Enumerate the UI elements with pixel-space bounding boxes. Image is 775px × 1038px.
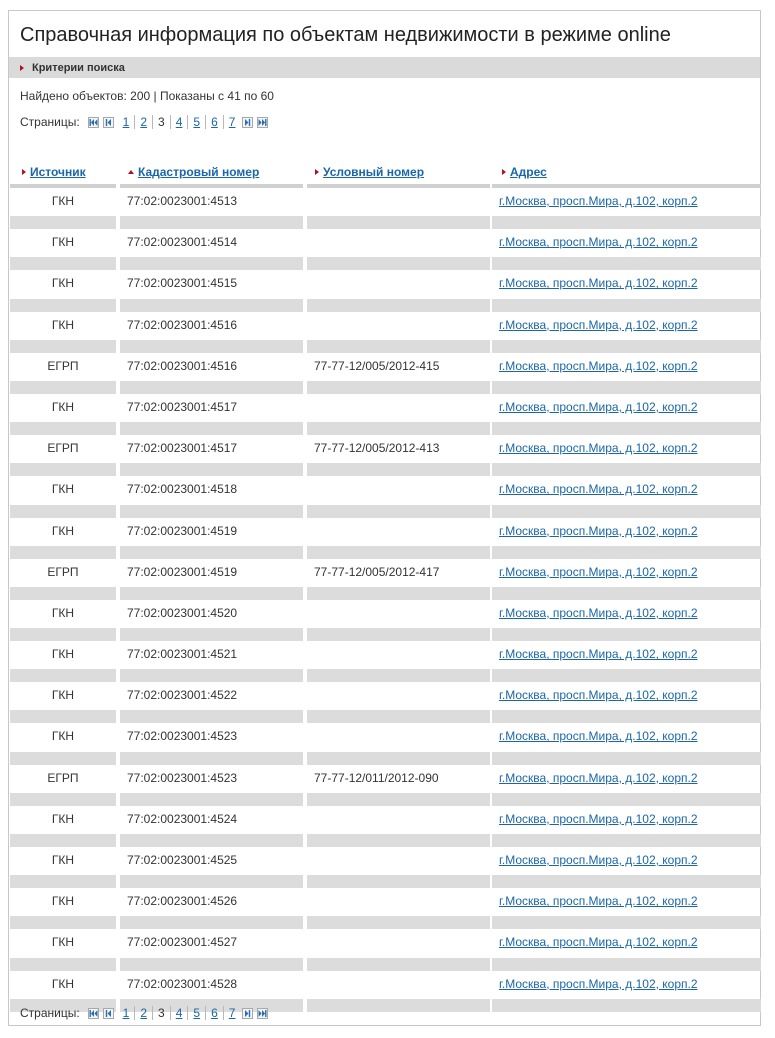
row-separator-segment (492, 793, 761, 806)
row-separator-segment (120, 546, 303, 559)
row-separator-segment (492, 422, 761, 435)
current-page: 3 (158, 1006, 165, 1020)
cell-address-link[interactable]: г.Москва, просп.Мира, д.102, корп.2 (499, 523, 698, 538)
row-separator-segment (307, 463, 490, 476)
cell-conditional-number: 77-77-12/005/2012-413 (314, 441, 440, 456)
row-separator (10, 463, 761, 476)
cell-conditional-number: 77-77-12/005/2012-417 (314, 564, 440, 579)
row-separator-segment (492, 752, 761, 765)
table-row (10, 518, 761, 559)
page-link[interactable]: 4 (175, 1006, 183, 1020)
page-link[interactable]: 7 (228, 115, 236, 129)
column-header-source (10, 160, 116, 188)
cell-address-link[interactable]: г.Москва, просп.Мира, д.102, корп.2 (499, 853, 698, 867)
first-page-icon (89, 1010, 98, 1017)
row-separator-segment (492, 340, 761, 353)
cell-cadastral-number: 77:02:0023001:4520 (127, 605, 238, 620)
row-separator-segment (492, 669, 761, 682)
table-row (10, 765, 761, 806)
cell-source: ГКН (51, 235, 75, 250)
page-link[interactable]: 6 (211, 1006, 218, 1020)
cell-cadastral-number: 77:02:0023001:4523 (127, 729, 238, 744)
prev-page-icon (105, 119, 112, 126)
page-link[interactable]: 7 (228, 1006, 236, 1020)
cell-address-link[interactable]: г.Москва, просп.Мира, д.102, корп.2 (499, 935, 698, 950)
cell-source: ГКН (51, 976, 75, 991)
sort-arrow-icon (502, 169, 506, 175)
table-row (10, 806, 761, 847)
row-separator-segment (492, 834, 761, 847)
row-separator-segment (307, 422, 490, 435)
row-separator-segment (492, 628, 761, 641)
table-row (10, 476, 761, 517)
table-row (10, 188, 761, 229)
row-separator-segment (307, 381, 490, 394)
cell-source: ГКН (51, 605, 75, 620)
cell-address-link[interactable]: г.Москва, просп.Мира, д.102, корп.2 (499, 235, 698, 250)
page-link[interactable]: 5 (193, 115, 201, 129)
search-criteria-label: Критерии поиска (32, 61, 125, 74)
row-separator-segment (492, 710, 761, 723)
cell-source: ЕГРП (47, 770, 79, 785)
row-separator-segment (120, 669, 303, 682)
row-separator-segment (10, 834, 116, 847)
sort-by-cadastral-link[interactable]: Кадастровый номер (138, 165, 260, 179)
prev-page-button[interactable] (103, 117, 114, 128)
cell-address-link[interactable]: г.Москва, просп.Мира, д.102, корп.2 (499, 441, 698, 456)
row-separator-segment (307, 669, 490, 682)
results-summary: Найдено объектов: 200 | Показаны с 41 по 60 (20, 89, 274, 103)
table-row (10, 682, 761, 723)
cell-cadastral-number: 77:02:0023001:4522 (127, 688, 238, 703)
page-link[interactable]: 2 (140, 115, 148, 129)
row-separator-segment (10, 628, 116, 641)
row-separator (10, 216, 761, 229)
row-separator-segment (10, 587, 116, 600)
cell-address-link[interactable]: г.Москва, просп.Мира, д.102, корп.2 (499, 688, 698, 703)
row-separator-segment (120, 216, 303, 229)
table-row (10, 435, 761, 476)
row-separator-segment (10, 381, 116, 394)
cell-cadastral-number: 77:02:0023001:4516 (127, 358, 238, 373)
row-separator-segment (10, 257, 116, 270)
row-separator-segment (10, 752, 116, 765)
column-header-address (492, 160, 761, 188)
cell-source: ЕГРП (47, 358, 79, 373)
row-separator-segment (307, 834, 490, 847)
row-separator-segment (120, 834, 303, 847)
page-link[interactable]: 5 (193, 1006, 201, 1020)
row-separator-segment (492, 999, 761, 1012)
row-separator-segment (120, 257, 303, 270)
row-separator-segment (307, 628, 490, 641)
row-separator (10, 340, 761, 353)
last-page-button[interactable] (257, 1008, 268, 1019)
row-separator-segment (10, 546, 116, 559)
row-separator (10, 916, 761, 929)
row-separator-segment (307, 710, 490, 723)
row-separator-segment (120, 587, 303, 600)
row-separator (10, 793, 761, 806)
row-separator (10, 628, 761, 641)
table-row (10, 229, 761, 270)
cell-source: ГКН (51, 935, 75, 950)
row-separator-segment (10, 422, 116, 435)
cell-address-link[interactable]: г.Москва, просп.Мира, д.102, корп.2 (499, 894, 698, 909)
row-separator-segment (120, 628, 303, 641)
row-separator-segment (307, 216, 490, 229)
row-separator (10, 257, 761, 270)
cell-address-link[interactable]: г.Москва, просп.Мира, д.102, корп.2 (499, 729, 698, 744)
row-separator-segment (120, 752, 303, 765)
cell-cadastral-number: 77:02:0023001:4516 (127, 317, 238, 332)
row-separator-segment (492, 546, 761, 559)
row-separator (10, 875, 761, 888)
expand-arrow-icon (20, 65, 24, 71)
cell-cadastral-number: 77:02:0023001:4517 (127, 441, 238, 456)
page-title: Справочная информация по объектам недвижимости в режиме online (20, 24, 671, 46)
cell-cadastral-number: 77:02:0023001:4523 (127, 770, 238, 785)
cell-address-link[interactable]: г.Москва, просп.Мира, д.102, корп.2 (499, 358, 698, 373)
table-row (10, 312, 761, 353)
results-table-body (10, 188, 761, 1012)
cell-source: ГКН (51, 317, 75, 332)
prev-page-icon (105, 1010, 112, 1017)
cell-address-link[interactable]: г.Москва, просп.Мира, д.102, корп.2 (499, 564, 698, 579)
cell-address-link[interactable]: г.Москва, просп.Мира, д.102, корп.2 (499, 194, 698, 208)
first-page-button[interactable] (88, 1008, 99, 1019)
cell-address-link[interactable]: г.Москва, просп.Мира, д.102, корп.2 (499, 605, 698, 620)
row-separator-segment (10, 299, 116, 312)
row-separator-segment (120, 505, 303, 518)
row-separator-segment (10, 875, 116, 888)
cell-cadastral-number: 77:02:0023001:4524 (127, 811, 238, 826)
sort-by-conditional-link[interactable]: Условный номер (323, 165, 425, 179)
first-page-icon (89, 119, 98, 126)
row-separator (10, 710, 761, 723)
table-row (10, 600, 761, 641)
cell-source: ГКН (51, 729, 75, 744)
row-separator (10, 299, 761, 312)
cell-source: ГКН (51, 647, 75, 662)
sort-by-address-link[interactable]: Адрес (510, 165, 547, 179)
cell-source: ГКН (51, 399, 75, 414)
row-separator-segment (120, 793, 303, 806)
sort-by-source-link[interactable]: Источник (30, 165, 86, 179)
cell-address-link[interactable]: г.Москва, просп.Мира, д.102, корп.2 (499, 317, 698, 332)
row-separator (10, 834, 761, 847)
page-link[interactable]: 6 (211, 115, 218, 129)
cell-cadastral-number: 77:02:0023001:4519 (127, 523, 238, 538)
row-separator-segment (307, 257, 490, 270)
row-separator (10, 587, 761, 600)
pager-bottom (20, 1005, 272, 1021)
cell-address-link[interactable]: г.Москва, просп.Мира, д.102, корп.2 (499, 770, 698, 785)
pager-label: Страницы: (20, 1006, 80, 1020)
row-separator-segment (307, 299, 490, 312)
cell-source: ГКН (51, 894, 75, 909)
search-criteria-toggle[interactable] (9, 57, 760, 78)
cell-cadastral-number: 77:02:0023001:4527 (127, 935, 238, 950)
cell-source: ЕГРП (47, 564, 79, 579)
row-separator-segment (307, 340, 490, 353)
next-page-button[interactable] (242, 117, 253, 128)
row-separator-segment (307, 916, 490, 929)
page-link[interactable]: 2 (140, 1006, 148, 1020)
sort-arrow-icon (315, 169, 319, 175)
row-separator-segment (120, 958, 303, 971)
cell-conditional-number: 77-77-12/011/2012-090 (314, 770, 439, 785)
row-separator-segment (307, 958, 490, 971)
next-page-button[interactable] (242, 1008, 253, 1019)
row-separator-segment (492, 505, 761, 518)
row-separator-segment (120, 299, 303, 312)
row-separator-segment (307, 999, 490, 1012)
current-page: 3 (158, 115, 165, 129)
row-separator-segment (120, 381, 303, 394)
row-separator-segment (492, 257, 761, 270)
row-separator (10, 669, 761, 682)
row-separator-segment (10, 710, 116, 723)
table-row (10, 929, 761, 970)
cell-cadastral-number: 77:02:0023001:4525 (127, 853, 238, 867)
row-separator-segment (307, 587, 490, 600)
row-separator-segment (492, 216, 761, 229)
last-page-button[interactable] (257, 117, 268, 128)
cell-cadastral-number: 77:02:0023001:4515 (127, 276, 238, 291)
row-separator-segment (120, 875, 303, 888)
row-separator (10, 958, 761, 971)
cell-cadastral-number: 77:02:0023001:4517 (127, 399, 238, 414)
row-separator-segment (492, 587, 761, 600)
row-separator (10, 546, 761, 559)
cell-cadastral-number: 77:02:0023001:4518 (127, 482, 238, 497)
first-page-button[interactable] (88, 117, 99, 128)
table-row (10, 353, 761, 394)
row-separator-segment (10, 958, 116, 971)
cell-source: ГКН (51, 811, 75, 826)
row-separator-segment (307, 793, 490, 806)
prev-page-button[interactable] (103, 1008, 114, 1019)
cell-address-link[interactable]: г.Москва, просп.Мира, д.102, корп.2 (499, 976, 698, 991)
row-separator-segment (307, 505, 490, 518)
row-separator-segment (10, 916, 116, 929)
pager-label: Страницы: (20, 115, 80, 129)
row-separator-segment (307, 752, 490, 765)
cell-source: ГКН (51, 853, 75, 867)
last-page-icon (258, 119, 267, 126)
table-row (10, 847, 761, 888)
cell-source: ЕГРП (47, 441, 79, 456)
table-row (10, 270, 761, 311)
cell-cadastral-number: 77:02:0023001:4521 (127, 647, 238, 662)
next-page-icon (244, 1010, 251, 1017)
cell-cadastral-number: 77:02:0023001:4513 (127, 194, 238, 208)
table-row (10, 394, 761, 435)
table-header (10, 160, 761, 188)
row-separator (10, 422, 761, 435)
row-separator-segment (492, 463, 761, 476)
table-row (10, 723, 761, 764)
cell-address-link[interactable]: г.Москва, просп.Мира, д.102, корп.2 (499, 482, 698, 497)
row-separator-segment (120, 340, 303, 353)
row-separator-segment (120, 463, 303, 476)
cell-conditional-number: 77-77-12/005/2012-415 (314, 358, 440, 373)
row-separator (10, 752, 761, 765)
row-separator (10, 505, 761, 518)
page-link[interactable]: 1 (122, 1006, 130, 1020)
pager-top (20, 114, 272, 130)
row-separator-segment (120, 916, 303, 929)
cell-source: ГКН (51, 194, 75, 208)
row-separator-segment (120, 422, 303, 435)
cell-source: ГКН (51, 276, 75, 291)
cell-cadastral-number: 77:02:0023001:4514 (127, 235, 238, 250)
row-separator (10, 381, 761, 394)
sort-arrow-icon (22, 169, 26, 175)
cell-cadastral-number: 77:02:0023001:4528 (127, 976, 238, 991)
row-separator-segment (492, 958, 761, 971)
row-separator-segment (492, 875, 761, 888)
page-link[interactable]: 1 (122, 115, 130, 129)
table-row (10, 888, 761, 929)
row-separator-segment (10, 463, 116, 476)
row-separator-segment (10, 505, 116, 518)
cell-source: ГКН (51, 688, 75, 703)
sort-ascending-icon (128, 170, 134, 174)
table-row (10, 559, 761, 600)
cell-cadastral-number: 77:02:0023001:4526 (127, 894, 238, 909)
row-separator-segment (307, 546, 490, 559)
row-separator-segment (307, 875, 490, 888)
column-header-cadastral (120, 160, 303, 188)
column-header-conditional (307, 160, 490, 188)
cell-address-link[interactable]: г.Москва, просп.Мира, д.102, корп.2 (499, 276, 698, 291)
page-link[interactable]: 4 (175, 115, 183, 129)
row-separator-segment (10, 793, 116, 806)
row-separator-segment (492, 299, 761, 312)
table-row (10, 641, 761, 682)
row-separator-segment (10, 669, 116, 682)
row-separator-segment (10, 216, 116, 229)
next-page-icon (244, 119, 251, 126)
cell-address-link[interactable]: г.Москва, просп.Мира, д.102, корп.2 (499, 811, 698, 826)
row-separator-segment (120, 710, 303, 723)
last-page-icon (258, 1010, 267, 1017)
cell-source: ГКН (51, 523, 75, 538)
cell-source: ГКН (51, 482, 75, 497)
row-separator-segment (492, 381, 761, 394)
row-separator-segment (10, 340, 116, 353)
cell-address-link[interactable]: г.Москва, просп.Мира, д.102, корп.2 (499, 647, 698, 662)
cell-cadastral-number: 77:02:0023001:4519 (127, 564, 238, 579)
row-separator-segment (492, 916, 761, 929)
cell-address-link[interactable]: г.Москва, просп.Мира, д.102, корп.2 (499, 399, 698, 414)
